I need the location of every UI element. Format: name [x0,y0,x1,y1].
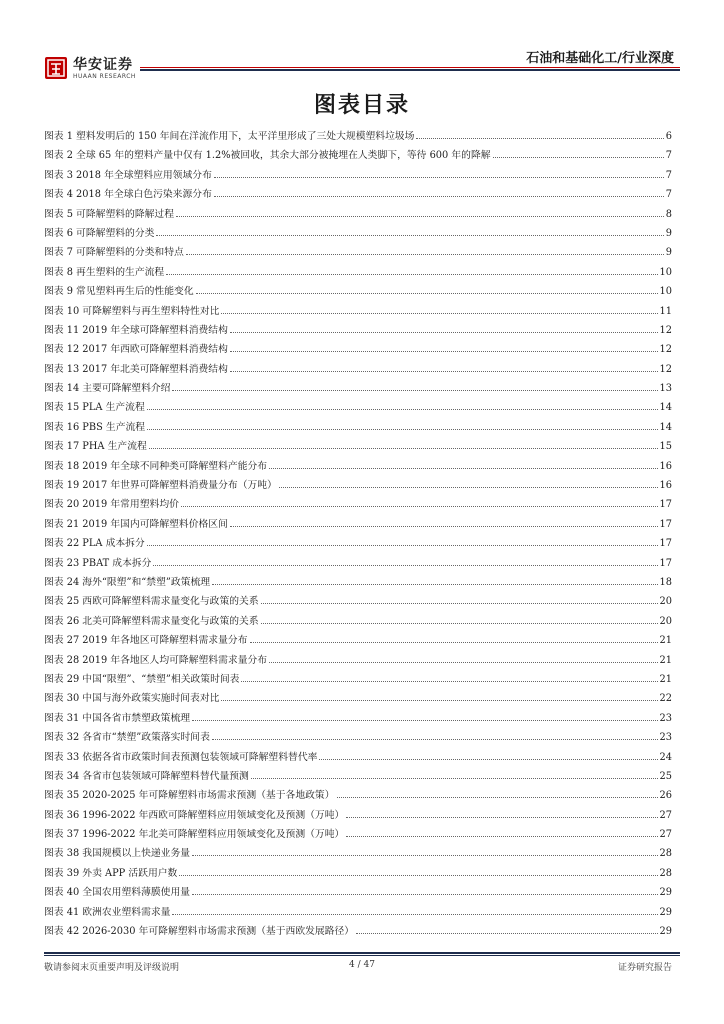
toc-leader-dots [319,759,657,760]
toc-entry-page: 23 [659,712,672,724]
toc-entry[interactable] [44,419,672,438]
toc-entry-label: 图表 20 2019 年常用塑料均价 [44,499,179,511]
toc-entry-page: 21 [659,673,672,685]
toc-entry[interactable] [44,749,672,768]
toc-entry-label: 图表 37 1996-2022 年北美可降解塑料应用领域变化及预测（万吨） [44,829,345,841]
toc-entry[interactable] [44,923,672,942]
toc-entry-page: 6 [665,131,672,142]
toc-entry-page: 13 [659,383,672,395]
toc-entry[interactable] [44,845,672,864]
toc-entry-label: 图表 8 再生塑料的生产流程 [44,266,165,278]
toc-entry-page: 25 [659,770,672,782]
toc-leader-dots [192,855,657,856]
toc-entry-page: 8 [665,208,672,220]
header-divider-red [140,67,680,68]
toc-entry-page: 12 [659,324,672,336]
toc-leader-dots [147,409,658,410]
toc-entry-page: 21 [659,654,672,666]
toc-entry[interactable] [44,225,672,244]
toc-entry-page: 18 [659,576,672,588]
toc-entry-label: 图表 7 可降解塑料的分类和特点 [44,247,184,259]
toc-entry-label: 图表 38 我国规模以上快递业务量 [44,848,191,860]
toc-entry-page: 12 [659,363,672,375]
toc-leader-dots [346,836,657,837]
toc-entry-page: 28 [659,867,672,879]
toc-entry[interactable] [44,322,672,341]
toc-entry-label: 图表 21 2019 年国内可降解塑料价格区间 [44,518,228,530]
toc-entry-label: 图表 39 外卖 APP 活跃用户数 [44,867,178,879]
footer-doc-type: 证券研究报告 [617,963,672,973]
toc-entry-page: 21 [659,635,672,647]
toc-entry[interactable] [44,593,672,612]
toc-leader-dots [241,681,657,682]
toc-entry-page: 26 [659,790,672,802]
toc-entry-label: 图表 23 PBAT 成本拆分 [44,557,152,569]
toc-entry[interactable] [44,710,672,729]
toc-entry-label: 图表 16 PBS 生产流程 [44,421,146,433]
toc-leader-dots [251,778,658,779]
toc-entry-label: 图表 25 西欧可降解塑料需求量变化与政策的关系 [44,596,259,608]
toc-leader-dots [149,448,658,449]
toc-leader-dots [269,468,657,469]
toc-leader-dots [192,894,657,895]
toc-leader-dots [166,274,657,275]
logo-chinese-name: 华安证券 [73,57,133,73]
toc-entry-page: 7 [665,189,672,201]
toc-entry[interactable] [44,303,672,322]
toc-entry-page: 14 [659,402,672,414]
footer-divider [44,952,680,954]
toc-entry-label: 图表 13 2017 年北美可降解塑料消费结构 [44,363,228,375]
toc-heading: 图表目录 [313,92,410,118]
toc-leader-dots [214,196,664,197]
toc-entry-label: 图表 19 2017 年世界可降解塑料消费量分布（万吨） [44,480,277,492]
toc-entry-label: 图表 11 2019 年全球可降解塑料消费结构 [44,324,228,336]
toc-entry[interactable] [44,904,672,923]
toc-entry-label: 图表 10 可降解塑料与再生塑料特性对比 [44,305,220,317]
toc-entry-page: 20 [659,596,672,608]
toc-entry-page: 11 [659,305,672,317]
toc-entry-page: 14 [659,421,672,433]
toc-entry-page: 12 [659,344,672,356]
toc-leader-dots [221,313,657,314]
toc-entry[interactable] [44,632,672,651]
toc-leader-dots [186,254,664,255]
toc-entry-label: 图表 17 PHA 生产流程 [44,441,147,453]
toc-entry[interactable] [44,438,672,457]
footer-divider-thin [44,955,680,956]
toc-entry[interactable] [44,264,672,283]
toc-entry[interactable] [44,206,672,225]
toc-entry-page: 16 [659,480,672,492]
toc-entry[interactable] [44,729,672,748]
toc-leader-dots [172,390,657,391]
toc-entry[interactable] [44,380,672,399]
toc-entry-label: 图表 26 北美可降解塑料需求量变化与政策的关系 [44,615,259,627]
toc-leader-dots [261,603,658,604]
toc-entry-label: 图表 29 中国“限塑”、“禁塑”相关政策时间表 [44,673,240,685]
footer-page-number: 4 / 47 [349,960,375,970]
toc-entry-label: 图表 40 全国农用塑料薄膜使用量 [44,887,191,899]
toc-leader-dots [221,700,657,701]
toc-entry-page: 9 [665,227,672,239]
toc-leader-dots [230,332,658,333]
toc-leader-dots [261,623,658,624]
toc-entry-page: 29 [659,926,672,938]
toc-entry-label: 图表 31 中国各省市禁塑政策梳理 [44,712,191,724]
toc-entry[interactable] [44,244,672,263]
toc-entry[interactable] [44,865,672,884]
footer-disclaimer: 敬请参阅末页重要声明及评级说明 [44,963,180,973]
company-logo [44,54,144,84]
toc-leader-dots [172,914,657,915]
toc-entry-label: 图表 27 2019 年各地区可降解塑料需求量分布 [44,635,248,647]
toc-entry[interactable] [44,574,672,593]
toc-leader-dots [153,565,657,566]
toc-leader-dots [250,642,658,643]
toc-entry-page: 29 [659,887,672,899]
toc-leader-dots [147,545,658,546]
toc-leader-dots [212,584,657,585]
toc-entry-page: 29 [659,906,672,918]
toc-leader-dots [230,351,658,352]
toc-entry-page: 17 [659,518,672,530]
toc-entry-page: 23 [659,732,672,744]
toc-entry-page: 16 [659,460,672,472]
page-header [0,0,724,86]
toc-entry[interactable] [44,167,672,186]
toc-entry[interactable] [44,477,672,496]
toc-leader-dots [493,157,664,158]
toc-entry-label: 图表 9 常见塑料再生后的性能变化 [44,286,194,298]
toc-entry-label: 图表 41 欧洲农业塑料需求量 [44,906,171,918]
toc-entry-label: 图表 42 2026-2030 年可降解塑料市场需求预测（基于西欧发展路径） [44,926,355,938]
toc-entry-label: 图表 24 海外“限塑”和“禁塑”政策梳理 [44,576,211,588]
toc-entry-label: 图表 18 2019 年全球不同种类可降解塑料产能分布 [44,460,268,472]
toc-entry[interactable] [44,826,672,845]
toc-entry-page: 28 [659,848,672,860]
toc-entry-page: 7 [665,150,672,162]
toc-leader-dots [179,875,657,876]
toc-entry-page: 10 [659,286,672,298]
toc-entry[interactable] [44,690,672,709]
toc-entry-page: 24 [659,751,672,763]
toc-leader-dots [269,662,657,663]
toc-entry[interactable] [44,516,672,535]
toc-entry[interactable] [44,283,672,302]
toc-entry[interactable] [44,458,672,477]
toc-entry-label: 图表 4 2018 年全球白色污染来源分布 [44,189,212,201]
toc-entry-label: 图表 28 2019 年各地区人均可降解塑料需求量分布 [44,654,268,666]
report-category-title: 石油和基础化工/行业深度 [526,51,674,66]
toc-entry-label: 图表 12 2017 年西欧可降解塑料消费结构 [44,344,228,356]
toc-leader-dots [279,487,658,488]
toc-entry-label: 图表 34 各省市包装领域可降解塑料替代量预测 [44,770,249,782]
toc-entry-page: 27 [659,829,672,841]
toc-leader-dots [192,720,657,721]
toc-entry-label: 图表 5 可降解塑料的降解过程 [44,208,175,220]
toc-entry[interactable] [44,496,672,515]
toc-leader-dots [337,797,658,798]
table-of-figures [44,128,672,942]
toc-entry-label: 图表 32 各省市“禁塑”政策落实时间表 [44,732,210,744]
toc-entry-page: 27 [659,809,672,821]
toc-entry[interactable] [44,341,672,360]
toc-entry-page: 9 [665,247,672,259]
toc-entry[interactable] [44,361,672,380]
toc-entry-label: 图表 33 依据各省市政策时间表预测包装领域可降解塑料替代率 [44,751,318,763]
toc-entry[interactable] [44,884,672,903]
toc-leader-dots [214,177,664,178]
toc-leader-dots [356,933,657,934]
logo-english-name: HUAAN RESEARCH [73,73,136,80]
toc-entry[interactable] [44,399,672,418]
toc-entry-page: 20 [659,615,672,627]
toc-entry[interactable] [44,535,672,554]
toc-entry-label: 图表 35 2020-2025 年可降解塑料市场需求预测（基于各地政策） [44,790,335,802]
toc-leader-dots [230,371,658,372]
toc-entry-page: 17 [659,538,672,550]
toc-entry[interactable] [44,768,672,787]
toc-entry-page: 7 [665,169,672,181]
toc-entry-label: 图表 6 可降解塑料的分类 [44,227,155,239]
toc-entry-page: 10 [659,266,672,278]
toc-entry-label: 图表 15 PLA 生产流程 [44,402,145,414]
toc-entry-label: 图表 30 中国与海外政策实施时间表对比 [44,693,220,705]
toc-entry-label: 图表 22 PLA 成本拆分 [44,538,145,550]
toc-entry-page: 15 [659,441,672,453]
toc-leader-dots [181,506,658,507]
toc-entry[interactable] [44,555,672,574]
toc-leader-dots [346,817,657,818]
toc-entry[interactable] [44,807,672,826]
header-divider-navy [140,69,680,71]
toc-entry[interactable] [44,147,672,166]
toc-entry[interactable] [44,613,672,632]
toc-entry-label: 图表 1 塑料发明后的 150 年间在洋流作用下，太平洋里形成了三处大规模塑料垃圾场 [44,131,415,142]
toc-entry-page: 17 [659,557,672,569]
toc-entry-page: 17 [659,499,672,511]
logo-seal-icon [44,56,68,80]
toc-leader-dots [230,526,658,527]
toc-entry[interactable] [44,128,672,147]
toc-entry-label: 图表 36 1996-2022 年西欧可降解塑料应用领域变化及预测（万吨） [44,809,345,821]
toc-entry[interactable] [44,671,672,690]
toc-leader-dots [196,293,658,294]
toc-leader-dots [212,739,658,740]
toc-leader-dots [176,216,664,217]
toc-leader-dots [416,138,663,139]
toc-entry-label: 图表 2 全球 65 年的塑料产量中仅有 1.2%被回收，其余大部分被掩埋在人类脚下，等待 600 年的降解 [44,150,491,162]
toc-entry-label: 图表 3 2018 年全球塑料应用领域分布 [44,169,212,181]
toc-entry[interactable] [44,787,672,806]
toc-entry[interactable] [44,186,672,205]
toc-leader-dots [156,235,663,236]
toc-leader-dots [147,429,657,430]
toc-entry-page: 22 [659,693,672,705]
toc-entry-label: 图表 14 主要可降解塑料介绍 [44,383,171,395]
toc-entry[interactable] [44,652,672,671]
